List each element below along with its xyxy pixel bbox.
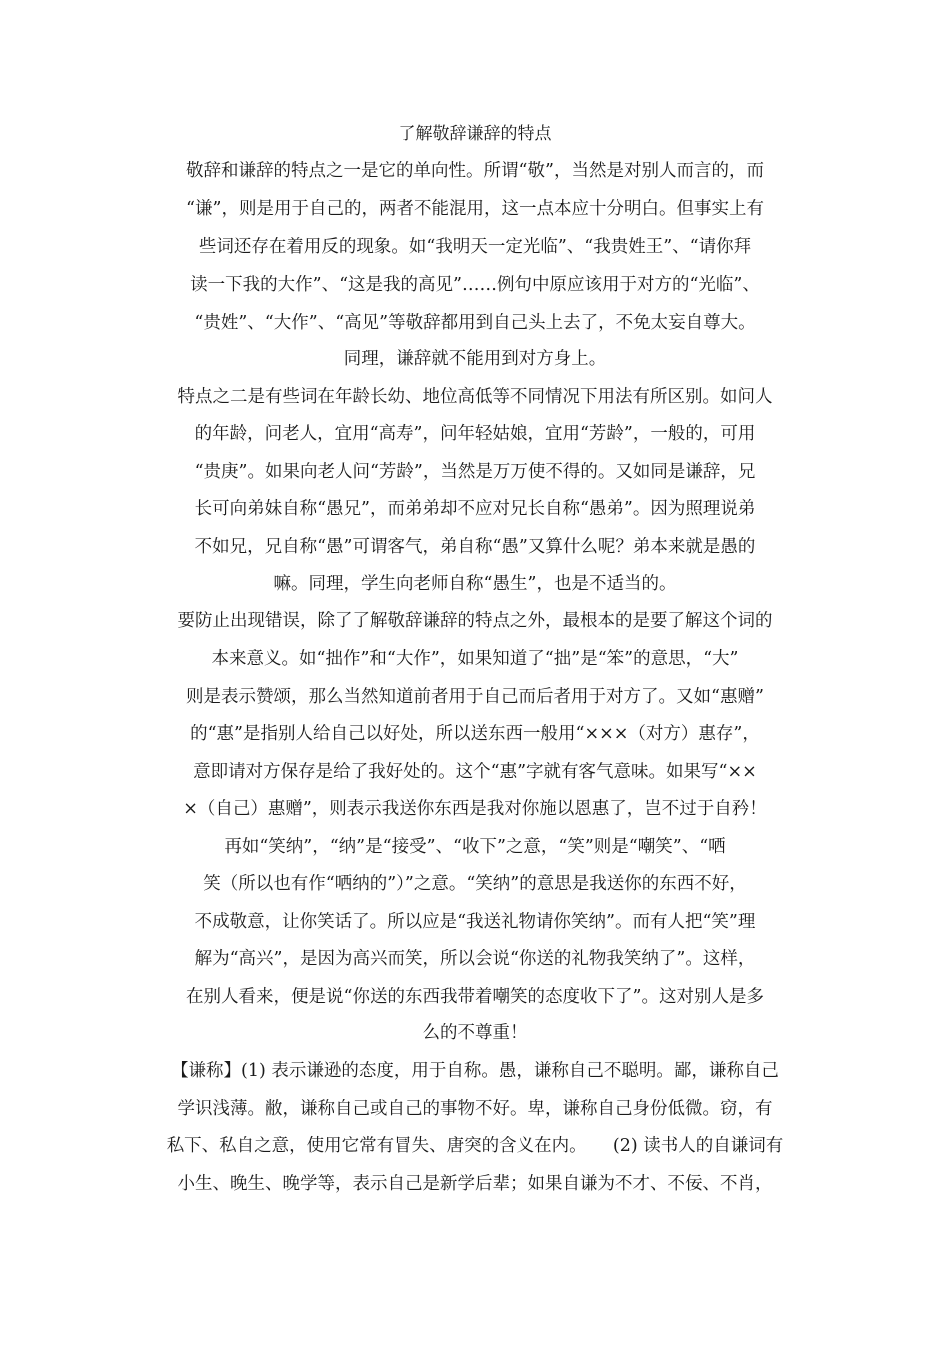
text-line: 笑（所以也有作“哂纳的”）”之意。“笑纳”的意思是我送你的东西不好， (203, 874, 747, 894)
text-line: 长可向弟妹自称“愚兄”，而弟弟却不应对兄长自称“愚弟”。因为照理说弟 (194, 499, 756, 519)
text-line: 解为“高兴”，是因为高兴而笑，所以会说“你送的礼物我笑纳了”。这样， (194, 949, 756, 969)
text-line: “贵庚”。如果向老人问“芳龄”，当然是万万使不得的。又如同是谦辞，兄 (194, 462, 756, 482)
text-line: 私下、私自之意，使用它常有冒失、唐突的含义在内。 (2) 读书人的自谦词有 (166, 1136, 784, 1156)
text-line: 【谦称】(1) 表示谦逊的态度，用于自称。愚，谦称自己不聪明。鄙，谦称自己 (171, 1061, 779, 1081)
text-line: 么的不尊重！ (422, 1023, 528, 1043)
document-title: 了解敬辞谦辞的特点 (398, 124, 552, 144)
text-line: ×（自己）惠赠”，则表示我送你东西是我对你施以恩惠了，岂不过于自矜！ (183, 799, 767, 819)
text-line: 同理，谦辞就不能用到对方身上。 (343, 349, 607, 369)
text-line: “谦”，则是用于自己的，两者不能混用，这一点本应十分明白。但事实上有 (186, 199, 764, 219)
text-line: 不如兄，兄自称“愚”可谓客气，弟自称“愚”又算什么呢？弟本来就是愚的 (194, 537, 756, 557)
text-line: 学识浅薄。敝，谦称自己或自己的事物不好。卑，谦称自己身份低微。窃，有 (177, 1099, 773, 1119)
text-line: 的年龄，问老人，宜用“高寿”，问年轻姑娘，宜用“芳龄”，一般的，可用 (194, 424, 756, 444)
text-line: 不成敬意，让你笑话了。所以应是“我送礼物请你笑纳”。而有人把“笑”理 (194, 912, 756, 932)
text-line: 要防止出现错误，除了了解敬辞谦辞的特点之外，最根本的是要了解这个词的 (177, 611, 773, 631)
text-line: 嘛。同理，学生向老师自称“愚生”，也是不适当的。 (273, 574, 677, 594)
text-line: 意即请对方保存是给了我好处的。这个“惠”字就有客气意味。如果写“×× (193, 762, 757, 782)
text-line: 本来意义。如“拙作”和“大作”，如果知道了“拙”是“笨”的意思，“大” (211, 649, 739, 669)
text-line: 再如“笑纳”，“纳”是“接受”、“收下”之意，“笑”则是“嘲笑”、“哂 (224, 837, 726, 857)
text-line: 的“惠”是指别人给自己以好处，所以送东西一般用“×××（对方）惠存”， (190, 724, 760, 744)
text-line: 读一下我的大作”、“这是我的高见”……例句中原应该用于对方的“光临”、 (190, 275, 760, 295)
text-line: 些词还存在着用反的现象。如“我明天一定光临”、“我贵姓王”、“请你拜 (198, 237, 752, 257)
text-line: “贵姓”、“大作”、“高见”等敬辞都用到自己头上去了，不免太妄自尊大。 (194, 313, 756, 333)
text-line: 小生、晚生、晚学等，表示自己是新学后辈；如果自谦为不才、不佞、不肖， (177, 1174, 773, 1194)
text-line: 则是表示赞颂，那么当然知道前者用于自己而后者用于对方了。又如“惠赠” (186, 687, 764, 707)
text-line: 敬辞和谦辞的特点之一是它的单向性。所谓“敬”，当然是对别人而言的，而 (186, 161, 764, 181)
text-line: 在别人看来，便是说“你送的东西我带着嘲笑的态度收下了”。这对别人是多 (186, 987, 764, 1007)
text-line: 特点之二是有些词在年龄长幼、地位高低等不同情况下用法有所区别。如问人 (177, 387, 773, 407)
